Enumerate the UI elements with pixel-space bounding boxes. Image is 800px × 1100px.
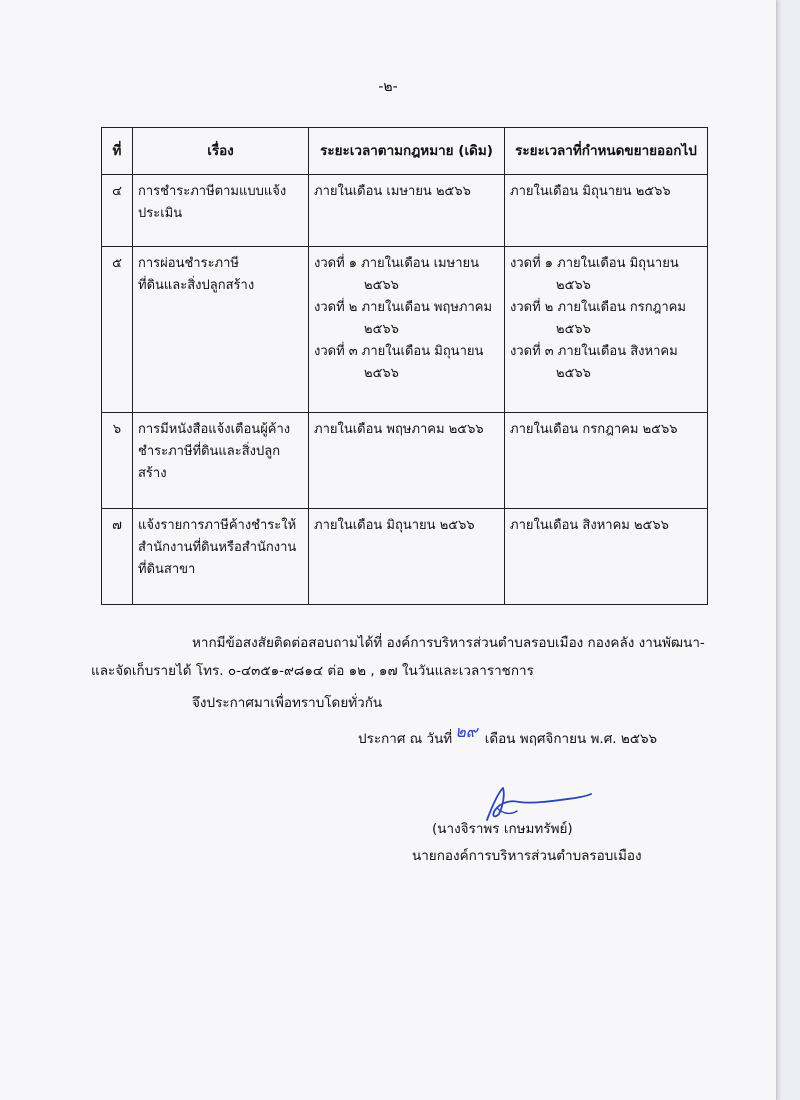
announcement-date [358,722,658,750]
table-header-row [102,128,708,175]
date-suffix: เดือน พฤศจิกายน พ.ศ. ๒๕๖๖ [484,731,658,747]
row-subject: การชำระภาษีตามแบบแจ้ง ประเมิน [133,175,309,247]
table-row [102,175,708,247]
row-number: ๕ [102,247,133,413]
date-prefix: ประกาศ ณ วันที่ [358,731,453,747]
row-original-period: ภายในเดือน มิถุนายน ๒๕๖๖ [309,509,505,605]
header-no: ที่ [102,128,133,175]
table-row [102,413,708,509]
date-day-handwritten: ๒๙ [455,722,478,741]
signer-position: นายกองค์การบริหารส่วนตำบลรอบเมือง [412,848,642,864]
announce-text: จึงประกาศมาเพื่อทราบโดยทั่วกัน [192,695,383,711]
row-number: ๖ [102,413,133,509]
header-extended-period: ระยะเวลาที่กำหนดขยายออกไป [505,128,708,175]
row-original-period: ภายในเดือน เมษายน ๒๕๖๖ [309,175,505,247]
row-extended-period: ภายในเดือน มิถุนายน ๒๕๖๖ [505,175,708,247]
table-row [102,247,708,413]
row-original-period: ภายในเดือน พฤษภาคม ๒๕๖๖ [309,413,505,509]
row-number: ๔ [102,175,133,247]
row-original-period: งวดที่ ๑ ภายในเดือน เมษายน ๒๕๖๖ งวดที่ ๒ ภายในเดือน พฤษภาคม ๒๕๖๖ งวดที่ ๓ ภายในเดือน มิถุนายน ๒๕๖๖ [309,247,505,413]
row-subject: แจ้งรายการภาษีค้างชำระให้ สำนักงานที่ดินหรือสำนักงาน ที่ดินสาขา [133,509,309,605]
row-subject: การมีหนังสือแจ้งเตือนผู้ค้าง ชำระภาษีที่ดินและสิ่งปลูก สร้าง [133,413,309,509]
row-extended-period: ภายในเดือน กรกฎาคม ๒๕๖๖ [505,413,708,509]
row-extended-period: ภายในเดือน สิงหาคม ๒๕๖๖ [505,509,708,605]
header-subject: เรื่อง [133,128,309,175]
contact-line-2: และจัดเก็บรายได้ โทร. ๐-๔๓๕๑-๙๘๑๔ ต่อ ๑๒ , ๑๗ ในวันและเวลาราชการ [91,663,534,679]
row-number: ๗ [102,509,133,605]
contact-line-1: หากมีข้อสงสัยติดต่อสอบถามได้ที่ องค์การบริหารส่วนตำบลรอบเมือง กองคลัง งานพัฒนา- [192,635,705,651]
row-extended-period: งวดที่ ๑ ภายในเดือน มิถุนายน ๒๕๖๖ งวดที่ ๒ ภายในเดือน กรกฎาคม ๒๕๖๖ งวดที่ ๓ ภายในเดือน สิงหาคม ๒๕๖๖ [505,247,708,413]
table-row [102,509,708,605]
row-subject: การผ่อนชำระภาษี ที่ดินและสิ่งปลูกสร้าง [133,247,309,413]
page-number: -๒- [378,79,398,95]
signer-name: (นางจิราพร เกษมทรัพย์) [432,821,573,837]
header-original-period: ระยะเวลาตามกฎหมาย (เดิม) [309,128,505,175]
extension-table [101,127,708,605]
